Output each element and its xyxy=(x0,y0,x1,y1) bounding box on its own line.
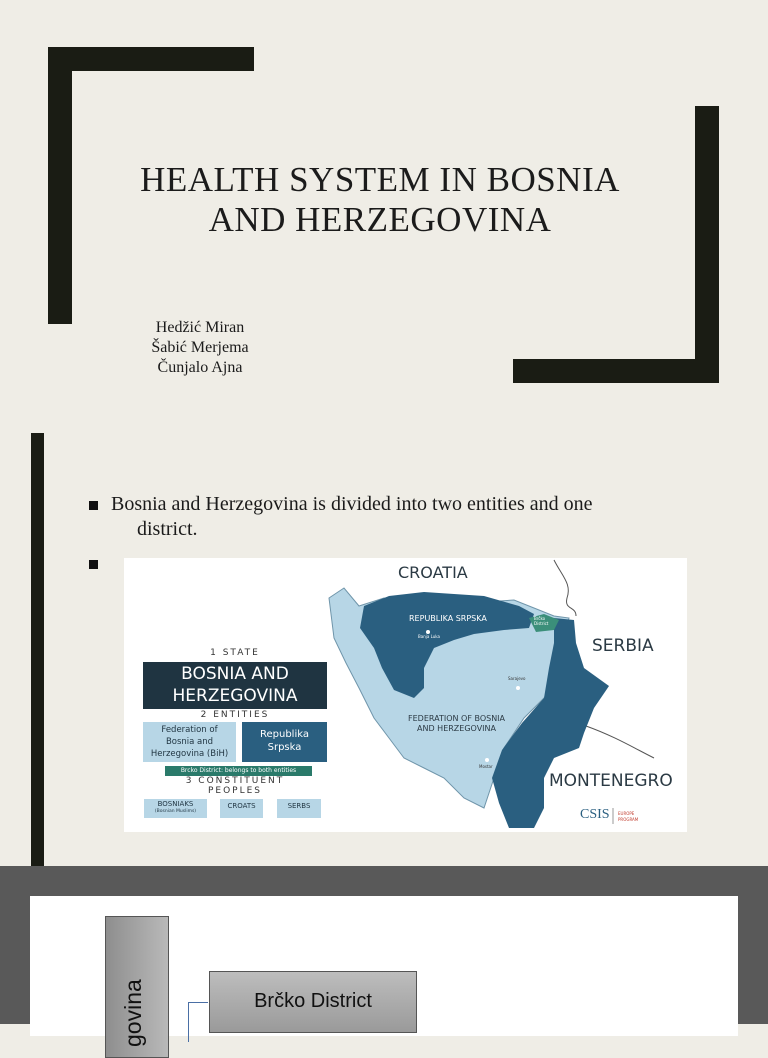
state-name-line-2: HERZEGOVINA xyxy=(172,686,298,706)
map-label-sarajevo: Sarajevo xyxy=(508,676,526,681)
fbih-line-3: Herzegovina (BiH) xyxy=(150,749,229,759)
structure-slide xyxy=(0,866,768,1047)
three-peoples-line-2: PEOPLES xyxy=(207,786,263,796)
rs-line-1: Republika xyxy=(260,729,309,740)
structure-canvas xyxy=(30,896,738,1047)
map-label-brcko: Brčko District xyxy=(534,616,549,626)
map-label-federation xyxy=(408,714,505,734)
map-label-banja-luka: Banja Luka xyxy=(418,634,440,639)
label-serbs: SERBS xyxy=(287,802,311,810)
fbih-line-1: Federation of xyxy=(161,725,218,735)
map-label-serbia: SERBIA xyxy=(592,636,654,656)
federation-line-1: FEDERATION OF BOSNIA xyxy=(408,714,506,723)
label-state-name xyxy=(143,663,327,707)
connector-line-vertical xyxy=(188,1002,189,1042)
left-accent-bar xyxy=(31,433,44,866)
connector-line xyxy=(188,1002,208,1003)
label-bosniaks xyxy=(144,800,207,816)
label-two-entities: 2 ENTITIES xyxy=(200,710,270,720)
fbih-line-2: Bosnia and xyxy=(165,737,214,747)
authors-list xyxy=(130,318,270,378)
vertical-label: govina xyxy=(120,979,146,1047)
corner-bracket-top-horizontal xyxy=(48,47,254,71)
label-fbih xyxy=(143,724,236,760)
title-line-2: AND HERZEGOVINA xyxy=(208,200,552,239)
corner-bracket-bottom-horizontal xyxy=(513,359,719,383)
brcko-district-label: Brčko District xyxy=(254,990,372,1012)
bullet-square xyxy=(89,560,98,569)
label-brcko-note: Brcko District: belongs to both entities xyxy=(180,767,297,774)
federation-line-2: AND HERZEGOVINA xyxy=(417,724,496,733)
bosnia-map-image xyxy=(124,558,687,832)
map-label-republika-srpska: REPUBLIKA SRPSKA xyxy=(409,614,487,623)
author-name: Hedžić Miran xyxy=(155,319,245,336)
bullet-text-line-2: district. xyxy=(137,518,198,540)
label-croats: CROATS xyxy=(227,802,256,810)
map-slide xyxy=(0,420,768,866)
corner-bracket-left-vertical xyxy=(48,47,72,324)
author-name: Šabić Merjema xyxy=(151,339,249,356)
label-three-peoples xyxy=(143,776,327,796)
map-label-montenegro: MONTENEGRO xyxy=(549,771,673,791)
csis-sub-line-1: EUROPE xyxy=(618,811,635,816)
slide-title xyxy=(100,160,660,240)
title-line-1: HEALTH SYSTEM IN BOSNIA xyxy=(140,160,620,199)
rs-line-2: Srpska xyxy=(267,742,302,753)
bosniaks-sublabel: (Bosnian Muslims) xyxy=(154,809,197,814)
label-rs xyxy=(242,728,327,754)
author-name: Čunjalo Ajna xyxy=(157,359,243,376)
csis-sub-line-2: PROGRAM xyxy=(618,817,639,822)
label-one-state: 1 STATE xyxy=(210,648,260,658)
csis-sublabel xyxy=(618,811,638,823)
bosniaks-label: BOSNIAKS xyxy=(157,800,194,808)
title-slide xyxy=(0,0,768,420)
state-name-line-1: BOSNIA AND xyxy=(181,664,289,684)
three-peoples-line-1: 3 CONSTITUENT xyxy=(185,776,285,786)
bullet-text xyxy=(111,492,691,542)
bullet-text-line-1: Bosnia and Herzegovina is divided into two entities and one xyxy=(111,493,593,515)
csis-logo: CSIS xyxy=(580,807,610,822)
map-label-mostar: Mostar xyxy=(479,764,493,769)
corner-bracket-right-vertical xyxy=(695,106,719,383)
vertical-label-box xyxy=(105,916,169,1058)
map-label-croatia: CROATIA xyxy=(398,563,468,582)
bullet-square xyxy=(89,501,98,510)
